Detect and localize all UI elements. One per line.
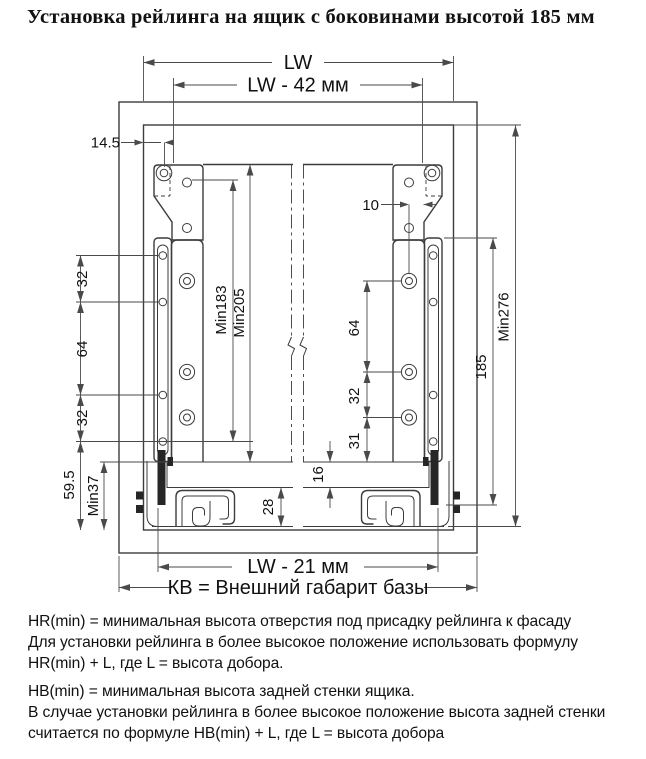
dim-label-32b: 32 bbox=[74, 409, 91, 427]
dim-label-185: 185 bbox=[473, 354, 490, 380]
note-hb-line2: В случае установки рейлинга в более высокое положение высота задней стенки bbox=[28, 704, 606, 721]
note-hr-line3: HR(min) + L, где L = высота добора. bbox=[28, 655, 284, 672]
page-title: Установка рейлинга на ящик с боковинами высотой 185 мм bbox=[27, 6, 595, 28]
dim-label-min205: Min205 bbox=[231, 288, 248, 338]
dim-label-10: 10 bbox=[362, 197, 379, 214]
note-hb-line1: HB(min) = минимальная высота задней стенки ящика. bbox=[28, 683, 415, 700]
note-hr-line2: Для установки рейлинга в более высокое положение использовать формулу bbox=[28, 634, 578, 651]
dim-min276 bbox=[448, 125, 521, 527]
dim-label-59-5: 59.5 bbox=[61, 470, 78, 500]
note-hr-line1: HR(min) = минимальная высота отверстия под присадку рейлинга к фасаду bbox=[28, 613, 572, 630]
dim-label-14-5: 14.5 bbox=[90, 134, 120, 152]
center-break-lines bbox=[288, 165, 307, 463]
dim-label-lw: LW bbox=[283, 52, 313, 74]
dim-label-min37: Min37 bbox=[85, 475, 102, 517]
dim-label-kb: КВ = Внешний габарит базы bbox=[167, 577, 429, 599]
dim-185 bbox=[444, 238, 497, 505]
dim-label-lw-21: LW - 21 мм bbox=[247, 556, 349, 578]
dim-28 bbox=[260, 488, 284, 527]
note-hb bbox=[28, 681, 605, 744]
dim-label-32a: 32 bbox=[74, 270, 91, 288]
dim-lw-minus-42 bbox=[174, 75, 423, 164]
dim-left-chain bbox=[74, 256, 253, 442]
dim-label-32r: 32 bbox=[346, 387, 363, 405]
dim-label-lw-42: LW - 42 мм bbox=[247, 74, 349, 97]
dim-min205 bbox=[231, 165, 253, 463]
dim-16 bbox=[310, 441, 333, 508]
note-hb-line3: считается по формуле HB(min) + L, где L = высота добора bbox=[28, 725, 445, 742]
dim-label-min183: Min183 bbox=[213, 285, 230, 335]
dim-label-31: 31 bbox=[346, 432, 363, 450]
drawer-side-left bbox=[136, 165, 293, 527]
dim-min37 bbox=[85, 462, 168, 530]
dim-label-64l: 64 bbox=[74, 340, 91, 358]
dim-lw-minus-21 bbox=[158, 508, 438, 578]
dim-label-16: 16 bbox=[310, 466, 327, 483]
dim-label-min276: Min276 bbox=[495, 292, 513, 342]
dim-59-5 bbox=[61, 442, 84, 531]
dim-label-28: 28 bbox=[260, 498, 277, 516]
note-hr bbox=[28, 611, 578, 674]
cabinet-outline bbox=[119, 102, 477, 553]
dim-label-64r: 64 bbox=[346, 319, 363, 337]
dim-14-5 bbox=[91, 135, 174, 168]
